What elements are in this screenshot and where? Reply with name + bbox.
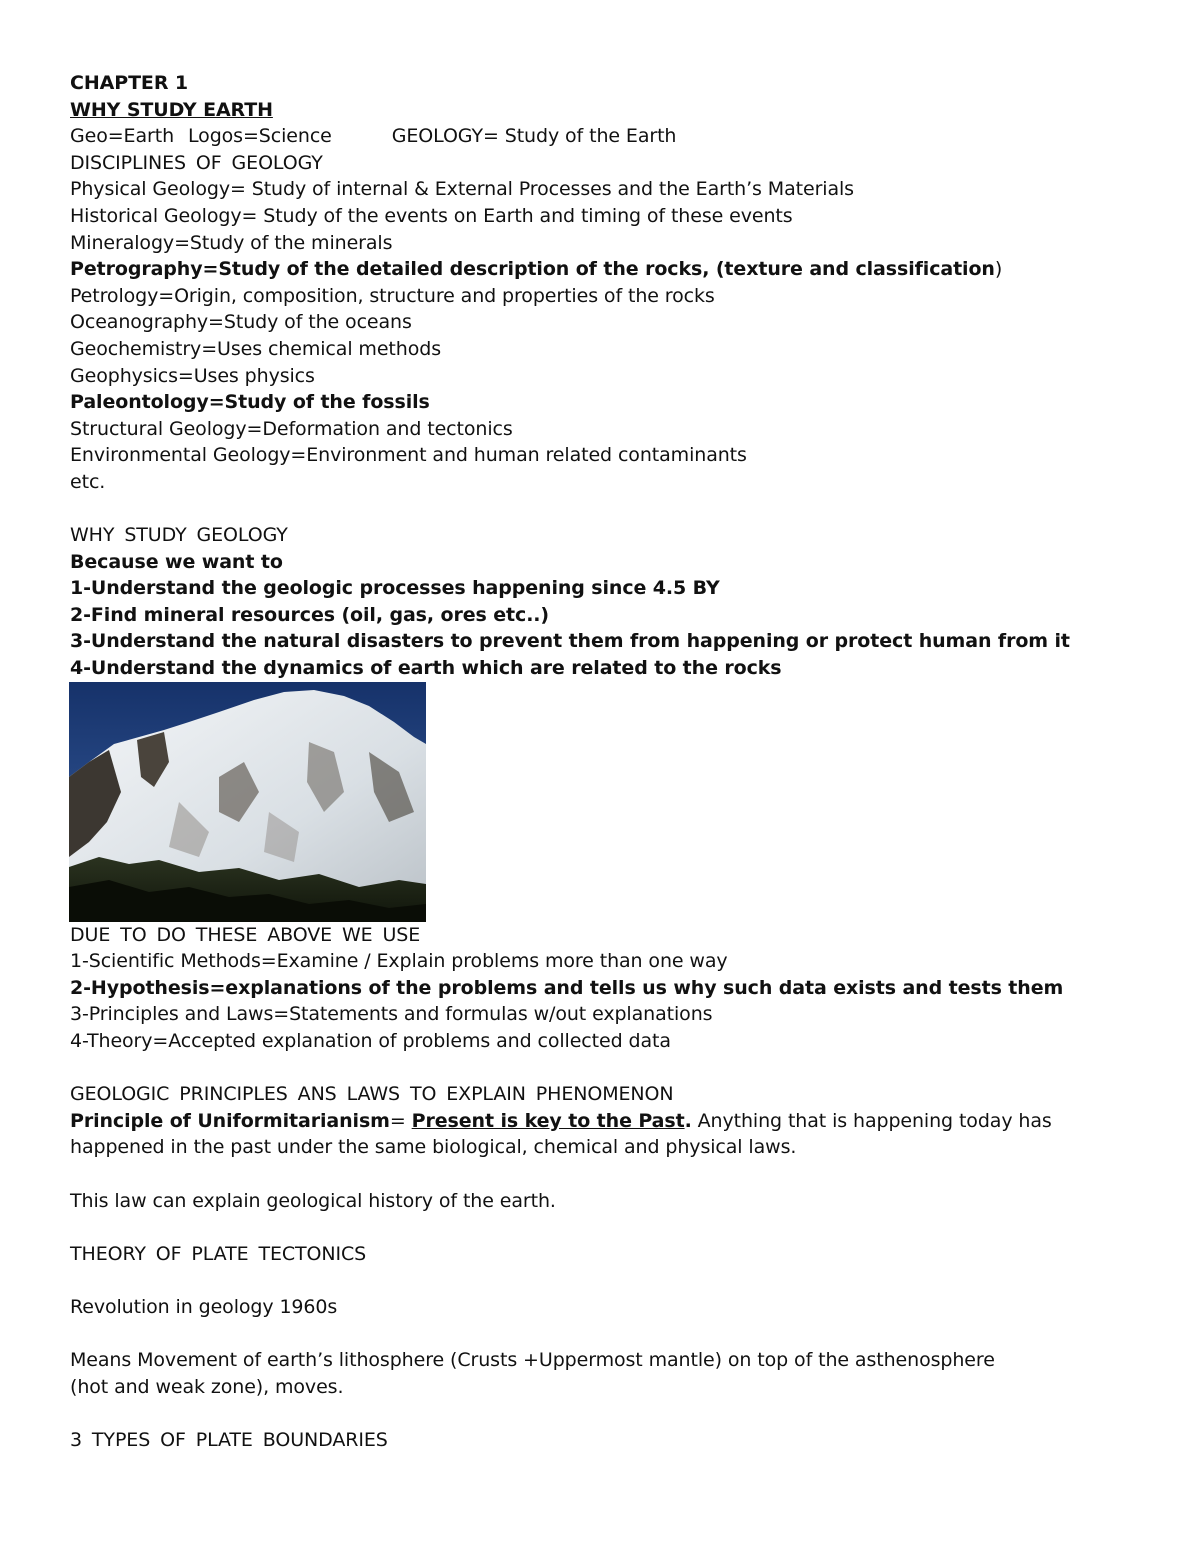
method-item: 3-Principles and Laws=Statements and formulas w/out explanations xyxy=(70,1003,713,1026)
discipline-historical: Historical Geology= Study of the events on Earth and timing of these events xyxy=(70,204,793,227)
discipline-paleontology: Paleontology=Study of the fossils xyxy=(70,391,430,414)
discipline-oceanography: Oceanography=Study of the oceans xyxy=(70,311,412,334)
discipline-geophysics: Geophysics=Uses physics xyxy=(70,364,315,387)
uniformitarianism-text: Anything that is happening today has xyxy=(691,1109,1052,1132)
petrography-text: Petrography=Study of the detailed description of the rocks, (texture and classification xyxy=(70,258,995,281)
blank-line xyxy=(70,1214,1140,1241)
method-item: 2-Hypothesis=explanations of the problems and tells us why such data exists and tests them xyxy=(70,976,1064,999)
plate-tectonics-heading: THEORY OF PLATE TECTONICS xyxy=(70,1242,367,1265)
discipline-mineralogy: Mineralogy=Study of the minerals xyxy=(70,231,393,254)
geo-definition: Geo=Earth xyxy=(70,125,175,148)
discipline-etc: etc. xyxy=(70,470,106,493)
uniformitarianism-continued: happened in the past under the same biological, chemical and physical laws. xyxy=(70,1136,797,1159)
geology-definition: GEOLOGY= Study of the Earth xyxy=(391,125,677,148)
mountain-photo xyxy=(69,682,426,922)
law-note: This law can explain geological history of the earth. xyxy=(70,1189,556,1212)
principles-heading: GEOLOGIC PRINCIPLES ANS LAWS TO EXPLAIN PHENOMENON xyxy=(70,1083,674,1106)
logos-definition: Logos=Science xyxy=(188,125,332,148)
why-geology-heading: WHY STUDY GEOLOGY xyxy=(70,524,288,547)
document-page xyxy=(70,70,1140,1454)
means-line: Means Movement of earth’s lithosphere (Crusts +Uppermost mantle) on top of the asthenosphere xyxy=(70,1349,995,1372)
plate-boundaries-heading: 3 TYPES OF PLATE BOUNDARIES xyxy=(70,1428,388,1451)
revolution-line: Revolution in geology 1960s xyxy=(70,1295,338,1318)
discipline-structural: Structural Geology=Deformation and tectonics xyxy=(70,417,513,440)
chapter-label: CHAPTER 1 xyxy=(70,72,188,94)
discipline-petrology: Petrology=Origin, composition, structure and properties of the rocks xyxy=(70,284,715,307)
discipline-petrography xyxy=(70,256,1140,283)
means-line-continued: (hot and weak zone), moves. xyxy=(70,1375,344,1398)
equals-sign: = xyxy=(389,1109,412,1132)
discipline-geochemistry: Geochemistry=Uses chemical methods xyxy=(70,337,442,360)
page-title: WHY STUDY EARTH xyxy=(70,98,273,121)
reason-item: 2-Find mineral resources (oil, gas, ores etc..) xyxy=(70,603,550,626)
method-item: 4-Theory=Accepted explanation of problems and collected data xyxy=(70,1030,671,1053)
blank-line xyxy=(70,1267,1140,1294)
method-item: 1-Scientific Methods=Examine / Explain problems more than one way xyxy=(70,950,728,973)
petrography-close-paren: ) xyxy=(994,258,1003,281)
discipline-physical: Physical Geology= Study of internal & External Processes and the Earth’s Materials xyxy=(70,178,854,201)
methods-heading: DUE TO DO THESE ABOVE WE USE xyxy=(70,923,421,946)
blank-line xyxy=(70,1321,1140,1348)
key-phrase: Present is key to the Past xyxy=(411,1109,685,1132)
discipline-environmental: Environmental Geology=Environment and human related contaminants xyxy=(70,444,747,467)
reason-item: 3-Understand the natural disasters to prevent them from happening or protect human from it xyxy=(70,630,1070,653)
blank-line xyxy=(70,1055,1140,1082)
reason-item: 1-Understand the geologic processes happening since 4.5 BY xyxy=(70,577,720,600)
blank-line xyxy=(70,1400,1140,1427)
uniformitarianism-label: Principle of Uniformitarianism xyxy=(70,1109,390,1132)
uniformitarianism-line xyxy=(70,1108,1140,1135)
etymology-line xyxy=(70,123,1140,150)
reason-item: 4-Understand the dynamics of earth which are related to the rocks xyxy=(70,657,782,680)
why-geology-intro: Because we want to xyxy=(70,550,283,573)
blank-line xyxy=(70,496,1140,523)
disciplines-heading: DISCIPLINES OF GEOLOGY xyxy=(70,151,323,174)
blank-line xyxy=(70,1161,1140,1188)
period: . xyxy=(684,1109,692,1132)
